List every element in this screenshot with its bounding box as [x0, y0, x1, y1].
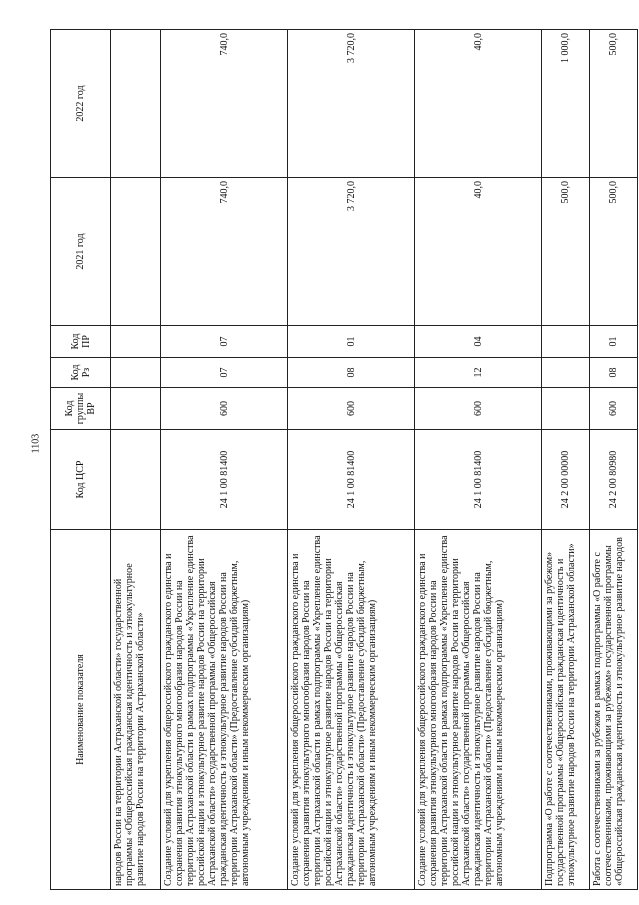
row-csr: 24 1 00 81400: [415, 430, 542, 530]
row-pr: [542, 326, 590, 358]
row-2022: 740,0: [161, 30, 288, 178]
row-name: Создание условий для укрепления общероссийского гражданского единства и сохранения развития этнокультурного многообразия народов России на территории Астраханской области в рамках подпрограммы «Укрепление единства российской нации и этнокультурное развитие народов России на территории Астраханской области» государственной программы «Общероссийская гражданская идентичность и этнокультурное развитие народов России на территории Астраханской области» (Предоставление субсидий бюджетным, автономным учреждениям и иным некоммерческим организациям): [161, 530, 288, 890]
row-pr: [111, 326, 161, 358]
row-2022: [111, 30, 161, 178]
row-2021: [111, 178, 161, 326]
budget-table: [50, 29, 638, 890]
row-2022: 40,0: [415, 30, 542, 178]
table-row: [590, 30, 638, 890]
row-2022: 3 720,0: [288, 30, 415, 178]
header-rz: Код Рз: [51, 358, 111, 388]
header-2022: 2022 год: [51, 30, 111, 178]
table-row: [415, 30, 542, 890]
row-vr: 600: [590, 388, 638, 430]
budget-table-wrapper: [50, 30, 635, 890]
row-vr: 600: [415, 388, 542, 430]
row-2021: 500,0: [542, 178, 590, 326]
row-name: Подпрограмма «О работе с соотечественниками, проживающими за рубежом» государственной программы «Общероссийская гражданская идентичность и этнокультурное развитие народов России на территории Астраханской области»: [542, 530, 590, 890]
table-row: [288, 30, 415, 890]
row-rz: 07: [161, 358, 288, 388]
header-csr: Код ЦСР: [51, 430, 111, 530]
row-rz: [542, 358, 590, 388]
header-pr: Код ПР: [51, 326, 111, 358]
row-pr: 01: [288, 326, 415, 358]
row-csr: 24 2 00 00000: [542, 430, 590, 530]
row-2021: 40,0: [415, 178, 542, 326]
table-row: [161, 30, 288, 890]
row-vr: [111, 388, 161, 430]
rotated-page: [50, 30, 635, 890]
row-rz: 08: [288, 358, 415, 388]
table-row: [542, 30, 590, 890]
row-rz: [111, 358, 161, 388]
row-pr: 07: [161, 326, 288, 358]
row-2022: 500,0: [590, 30, 638, 178]
row-2021: 3 720,0: [288, 178, 415, 326]
page-number: 1103: [30, 433, 42, 454]
row-2021: 740,0: [161, 178, 288, 326]
row-2022: 1 000,0: [542, 30, 590, 178]
row-pr: 04: [415, 326, 542, 358]
row-name: народов России на территории Астраханской области» государственной программы «Общероссийская гражданская идентичность и этнокультурное развитие народов России на территории Астраханской области»: [111, 530, 161, 890]
row-name: Создание условий для укрепления общероссийского гражданского единства и сохранения развития этнокультурного многообразия народов России на территории Астраханской области в рамках подпрограммы «Укрепление единства российской нации и этнокультурное развитие народов России на территории Астраханской области» государственной программы «Общероссийская гражданская идентичность и этнокультурное развитие народов России на территории Астраханской области» (Предоставление субсидий бюджетным, автономным учреждениям и иным некоммерческим организациям): [415, 530, 542, 890]
row-name: Создание условий для укрепления общероссийского гражданского единства и сохранения развития этнокультурного многообразия народов России на территории Астраханской области в рамках подпрограммы «Укрепление единства российской нации и этнокультурное развитие народов России на территории Астраханской области» государственной программы «Общероссийская гражданская идентичность и этнокультурное развитие народов России на территории Астраханской области» (Предоставление субсидий бюджетным, автономным учреждениям и иным некоммерческим организациям): [288, 530, 415, 890]
row-vr: 600: [288, 388, 415, 430]
row-pr: 01: [590, 326, 638, 358]
header-2021: 2021 год: [51, 178, 111, 326]
row-vr: [542, 388, 590, 430]
header-row: [51, 30, 111, 890]
row-rz: 08: [590, 358, 638, 388]
row-2021: 500,0: [590, 178, 638, 326]
row-name: Работа с соотечественниками за рубежом в рамках подпрограммы «О работе с соотечественниками, проживающими за рубежом» государственной программы «Общероссийская гражданская идентичность и этнокультурное развитие народов: [590, 530, 638, 890]
row-vr: 600: [161, 388, 288, 430]
row-rz: 12: [415, 358, 542, 388]
row-csr: 24 1 00 81400: [288, 430, 415, 530]
row-csr: 24 2 00 80980: [590, 430, 638, 530]
row-csr: [111, 430, 161, 530]
row-csr: 24 1 00 81400: [161, 430, 288, 530]
header-vr: Код группы ВР: [51, 388, 111, 430]
header-name: Наименование показателя: [51, 530, 111, 890]
table-row: [111, 30, 161, 890]
